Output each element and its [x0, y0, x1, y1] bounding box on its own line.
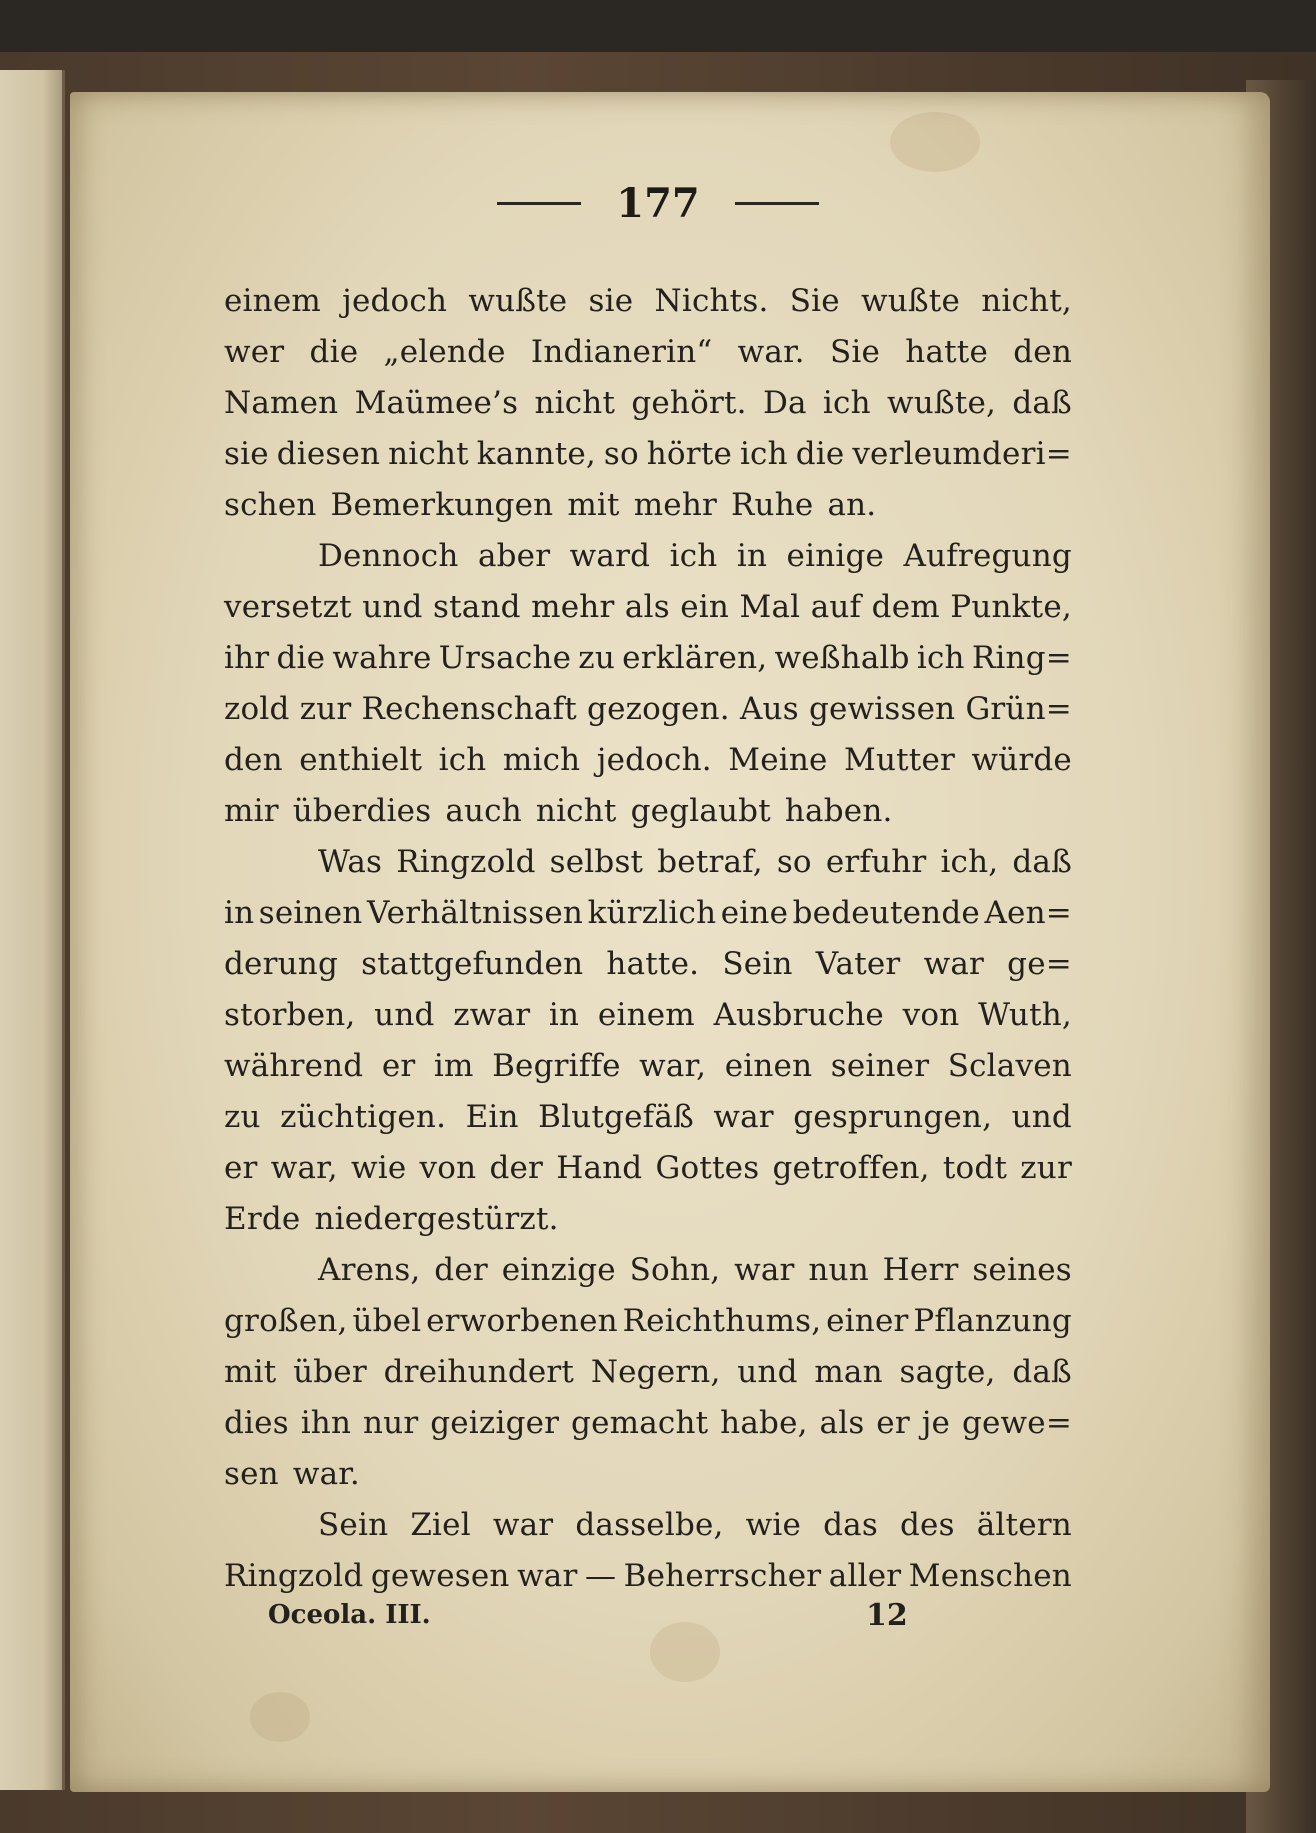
text-line: mir überdies auch nicht geglaubt haben. [224, 793, 893, 829]
text-line: zold zur Rechenschaft gezogen. Aus gewissen Grün= [224, 691, 1072, 727]
text-line: einem jedoch wußte sie Nichts. Sie wußte nicht, [224, 283, 1072, 319]
header-rule-right [735, 202, 819, 205]
text-line: storben, und zwar in einem Ausbruche von Wuth, [224, 997, 1072, 1033]
text-line: Was Ringzold selbst betraf, so erfuhr ich, daß [318, 844, 1072, 880]
text-line: wer die „elende Indianerin“ war. Sie hatte den [224, 334, 1072, 370]
signature-mark: Oceola. III. [268, 1600, 431, 1630]
text-line: den enthielt ich mich jedoch. Meine Mutter würde [224, 742, 1072, 778]
gathering-number: 12 [866, 1598, 908, 1633]
body-text [224, 276, 1072, 1602]
text-line: versetzt und stand mehr als ein Mal auf dem Punkte, [224, 589, 1072, 625]
text-line: in seinen Verhältnissen kürzlich eine bedeutende Aen= [224, 895, 1072, 931]
text-line: sie diesen nicht kannte, so hörte ich die verleumderi= [224, 436, 1072, 472]
page-number: 177 [616, 180, 700, 227]
paper-stain [250, 1692, 310, 1742]
text-line: Arens, der einzige Sohn, war nun Herr seines [318, 1252, 1072, 1288]
header-rule-left [497, 202, 581, 205]
paper-stain [890, 112, 980, 172]
text-line: dies ihn nur geiziger gemacht habe, als er je gewe= [224, 1405, 1072, 1441]
text-line: während er im Begriffe war, einen seiner Sclaven [224, 1048, 1072, 1084]
text-line: mit über dreihundert Negern, und man sagte, daß [224, 1354, 1072, 1390]
text-line: sen war. [224, 1456, 360, 1492]
text-line: zu züchtigen. Ein Blutgefäß war gesprungen, und [224, 1099, 1072, 1135]
text-line: Sein Ziel war dasselbe, wie das des ältern [318, 1507, 1072, 1543]
running-header [0, 180, 1316, 227]
text-line: Namen Maümee’s nicht gehört. Da ich wußte, daß [224, 385, 1072, 421]
text-line: Dennoch aber ward ich in einige Aufregung [318, 538, 1072, 574]
facing-page-edge [0, 70, 65, 1790]
text-line: Erde niedergestürzt. [224, 1201, 559, 1237]
paper-stain [650, 1622, 720, 1682]
text-line: Ringzold gewesen war — Beherrscher aller Menschen [224, 1558, 1072, 1594]
text-line: großen, übel erworbenen Reichthums, einer Pflanzung [224, 1303, 1072, 1339]
text-line: ihr die wahre Ursache zu erklären, weßhalb ich Ring= [224, 640, 1072, 676]
text-line: derung stattgefunden hatte. Sein Vater war ge= [224, 946, 1072, 982]
text-line: schen Bemerkungen mit mehr Ruhe an. [224, 487, 877, 523]
text-line: er war, wie von der Hand Gottes getroffen, todt zur [224, 1150, 1072, 1186]
